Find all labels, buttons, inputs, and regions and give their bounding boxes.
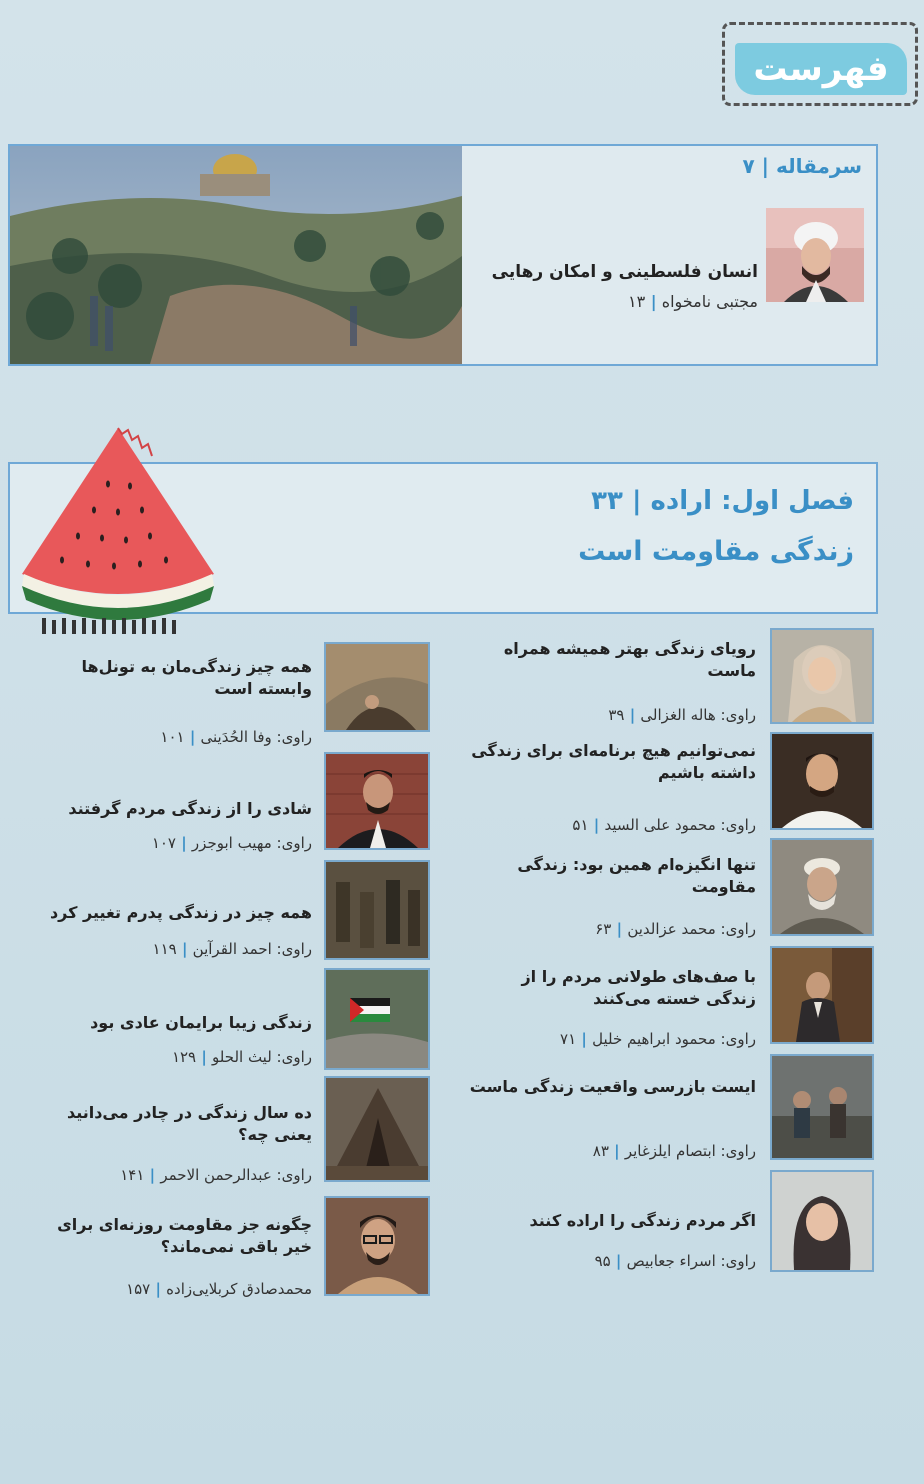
tunnel-thumbnail xyxy=(324,642,430,732)
entry-narrator-line: راوی: لیث الحلو | ۱۲۹ xyxy=(171,1048,312,1066)
entry-narrator: راوی: محمود علی السید xyxy=(604,816,756,834)
toc-entry[interactable] xyxy=(460,1054,874,1160)
portrait-thumbnail xyxy=(770,732,874,830)
toc-entry[interactable] xyxy=(40,642,430,746)
entry-page: ۱۱۹ xyxy=(152,940,177,958)
entry-narrator: راوی: عبدالرحمن الاحمر xyxy=(160,1166,312,1184)
entry-narrator: راوی: احمد القرآین xyxy=(192,940,312,958)
toc-entry[interactable] xyxy=(40,1076,430,1186)
entry-title: چگونه جز مقاومت روزنه‌ای برای خیر باقی نمی‌ماند؟ xyxy=(57,1215,312,1256)
chapter-heading: فصل اول: اراده | ۳۳ xyxy=(591,486,854,516)
tent-thumbnail xyxy=(324,1076,430,1182)
title-banner xyxy=(735,43,907,95)
toc-entry[interactable] xyxy=(40,752,430,852)
toc-entry[interactable] xyxy=(40,860,430,964)
entry-title: ده سال زندگی در چادر می‌دانید یعنی چه؟ xyxy=(66,1103,312,1144)
portrait-thumbnail xyxy=(324,1196,430,1296)
entry-title: با صف‌های طولانی مردم را از زندگی خسته می‌کنند xyxy=(521,967,756,1008)
editorial-section-label: سرمقاله xyxy=(775,154,862,178)
toc-entry[interactable] xyxy=(460,946,874,1048)
entry-page: ۳۹ xyxy=(608,706,625,724)
portrait-thumbnail xyxy=(770,946,874,1044)
editorial-article-title: انسان فلسطینی و امکان رهایی xyxy=(491,262,758,282)
title-tab xyxy=(722,22,918,106)
entry-narrator-line: راوی: عبدالرحمن الاحمر | ۱۴۱ xyxy=(120,1166,312,1184)
entry-title: زندگی زیبا برایمان عادی بود xyxy=(90,1013,312,1032)
entry-title: اگر مردم زندگی را اراده کنند xyxy=(529,1211,756,1230)
entry-narrator-line: راوی: وفا الحُدَینی | ۱۰۱ xyxy=(160,728,312,746)
toc-entry[interactable] xyxy=(40,1196,430,1300)
editorial-author-line: مجتبی نامخواه | ۱۳ xyxy=(628,292,758,311)
entry-title: ایست بازرسی واقعیت زندگی ماست xyxy=(469,1077,756,1096)
entry-page: ۱۲۹ xyxy=(171,1048,197,1066)
entry-narrator-line: راوی: احمد القرآین | ۱۱۹ xyxy=(152,940,312,958)
flag-thumbnail xyxy=(324,968,430,1070)
entry-narrator-line: راوی: محمد عزالدین | ۶۳ xyxy=(595,920,756,938)
entry-narrator: راوی: لیث الحلو xyxy=(212,1048,312,1066)
entry-narrator: راوی: ابتصام ایلزغایر xyxy=(624,1142,756,1160)
portrait-thumbnail xyxy=(770,1054,874,1160)
portrait-thumbnail xyxy=(770,628,874,724)
editorial-section-page: ۷ xyxy=(742,154,755,178)
portrait-thumbnail xyxy=(770,1170,874,1272)
entry-page: ۱۰۷ xyxy=(151,834,176,852)
jerusalem-painting xyxy=(10,146,462,364)
entry-narrator-line: راوی: مهیب ابوجزر | ۱۰۷ xyxy=(151,834,312,852)
toc-entry[interactable] xyxy=(460,1170,874,1272)
editorial-box xyxy=(8,144,878,366)
entry-narrator: راوی: وفا الحُدَینی xyxy=(200,728,312,746)
entry-narrator-line: محمدصادق کربلایی‌زاده | ۱۵۷ xyxy=(126,1280,312,1298)
editorial-author: مجتبی نامخواه xyxy=(661,292,758,311)
portrait-thumbnail xyxy=(770,838,874,936)
toc-entry[interactable] xyxy=(40,968,430,1072)
entry-page: ۹۵ xyxy=(594,1252,611,1270)
entry-narrator-line: راوی: محمود علی السید | ۵۱ xyxy=(572,816,756,834)
entry-title: همه چیز در زندگی پدرم تغییر کرد xyxy=(49,903,312,922)
entry-narrator-line: راوی: هاله الغزالی | ۳۹ xyxy=(608,706,756,724)
entry-narrator-line: راوی: ابتصام ایلزغایر | ۸۳ xyxy=(592,1142,756,1160)
crowd-thumbnail xyxy=(324,860,430,960)
chapter-subtitle: زندگی مقاومت است xyxy=(578,536,854,567)
entry-title: شادی را از زندگی مردم گرفتند xyxy=(68,799,312,818)
entry-narrator-line: راوی: اسراء جعابیص | ۹۵ xyxy=(594,1252,756,1270)
toc-entry[interactable] xyxy=(460,838,874,936)
entry-title: نمی‌توانیم هیچ برنامه‌ای برای زندگی داشته باشیم xyxy=(471,741,756,782)
entry-narrator: راوی: هاله الغزالی xyxy=(640,706,756,724)
entry-page: ۱۵۷ xyxy=(126,1280,151,1298)
editorial-page: ۱۳ xyxy=(628,292,646,311)
entry-narrator: راوی: اسراء جعابیص xyxy=(626,1252,756,1270)
toc-entry[interactable] xyxy=(460,628,874,724)
entry-narrator: راوی: مهیب ابوجزر xyxy=(191,834,312,852)
entry-title: رویای زندگی بهتر همیشه همراه ماست xyxy=(503,639,756,680)
entry-page: ۵۱ xyxy=(572,816,589,834)
entry-page: ۱۴۱ xyxy=(120,1166,145,1184)
entry-narrator: راوی: محمد عزالدین xyxy=(627,920,756,938)
toc-entry[interactable] xyxy=(460,732,874,834)
entry-page: ۶۳ xyxy=(595,920,612,938)
entry-narrator: راوی: محمود ابراهیم خلیل xyxy=(592,1030,756,1048)
entry-title: همه چیز زندگی‌مان به تونل‌ها وابسته است xyxy=(81,657,312,698)
entry-narrator: محمدصادق کربلایی‌زاده xyxy=(166,1280,312,1298)
entry-page: ۷۱ xyxy=(560,1030,577,1048)
entry-page: ۱۰۱ xyxy=(160,728,185,746)
portrait-thumbnail xyxy=(324,752,430,850)
entry-title: تنها انگیزه‌ام همین بود: زندگی مقاومت xyxy=(517,855,756,896)
entry-narrator-line: راوی: محمود ابراهیم خلیل | ۷۱ xyxy=(560,1030,756,1048)
editorial-author-photo xyxy=(766,208,864,302)
chapter-page: ۳۳ xyxy=(591,486,623,516)
page-title: فهرست xyxy=(753,49,889,89)
chapter-title: فصل اول: اراده xyxy=(650,486,854,516)
entry-page: ۸۳ xyxy=(592,1142,609,1160)
editorial-heading: سرمقاله | ۷ xyxy=(742,154,862,178)
watermelon-illustration xyxy=(18,424,218,644)
